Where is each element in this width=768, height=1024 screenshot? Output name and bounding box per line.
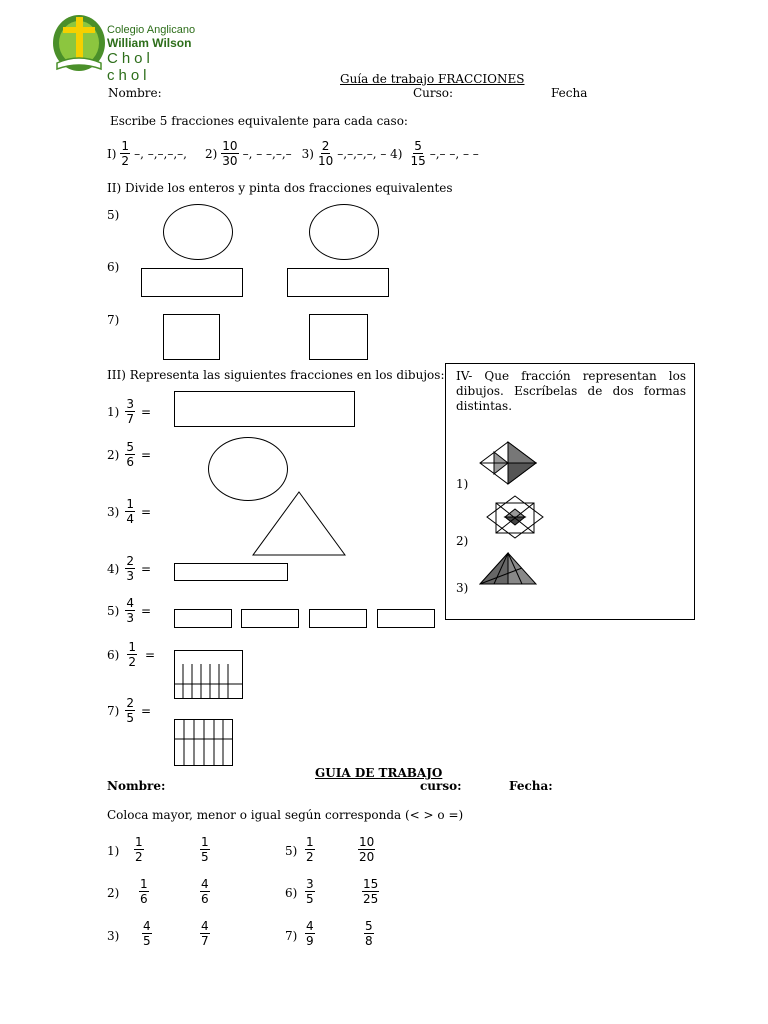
cmp-3-a: $\frac{4}{5}$ — [143, 919, 151, 948]
s2-circle-right — [309, 204, 379, 260]
cmp-7-label: 7) — [285, 929, 298, 943]
cmp-1-a: $\frac{1}{2}$ — [135, 835, 143, 864]
guia2-fecha: Fecha: — [509, 779, 553, 793]
s3-item-4: 4) $\frac{2}{3}$ = — [107, 554, 152, 583]
guia2-instruction: Coloca mayor, menor o igual según corresponda (< > o =) — [107, 808, 464, 822]
section4-box — [445, 363, 695, 620]
nombre-label: Nombre: — [108, 86, 162, 100]
section1-instruction: Escribe 5 fracciones equivalente para cada caso: — [110, 114, 408, 128]
s1-item4-fraction: $\frac{5}{15}$ — [410, 139, 426, 168]
cmp-7-b: $\frac{5}{8}$ — [365, 919, 373, 948]
cmp-6-a: $\frac{3}{5}$ — [306, 877, 314, 906]
s3-item-6: 6) $\frac{1}{2}$ = — [107, 640, 156, 669]
s2-circle-left — [163, 204, 233, 260]
s3-rect-1 — [174, 391, 355, 427]
s1-item1-blanks: –, –,–,–,–, — [134, 146, 187, 161]
s4-figure-2 — [486, 495, 544, 539]
s3-rect-5d — [377, 609, 435, 628]
cmp-1-b: $\frac{1}{5}$ — [201, 835, 209, 864]
s1-item2-blanks: –, – –,–,– — [242, 146, 292, 161]
school-logo — [49, 11, 198, 84]
s2-square-left — [163, 314, 220, 360]
cmp-5-b: $\frac{10}{20}$ — [359, 835, 375, 864]
curso-label: Curso: — [413, 86, 454, 100]
s1-item2-fraction: $\frac{10}{30}$ — [222, 139, 238, 168]
s4-line-3: distintas. — [456, 399, 513, 413]
s2-label-6: 6) — [107, 260, 120, 274]
s3-rect-5c — [309, 609, 367, 628]
s4-label-1: 1) — [456, 477, 469, 491]
s3-item-3: 3) $\frac{1}{4}$ = — [107, 497, 152, 526]
s1-item4-blanks: –,– –, – – — [429, 146, 479, 161]
s4-line-1: IV- Que fracción representan los — [456, 369, 686, 383]
s2-square-right — [309, 314, 368, 360]
s4-line-2: dibujos. Escríbelas de dos formas — [456, 384, 686, 398]
section2-instruction: II) Divide los enteros y pinta dos fracciones equivalentes — [107, 181, 453, 195]
s1-item3-blanks: –,–,–,–, – 4) — [337, 146, 403, 161]
guia2-nombre: Nombre: — [107, 779, 166, 793]
cmp-7-a: $\frac{4}{9}$ — [306, 919, 314, 948]
s3-rect-4 — [174, 563, 288, 581]
s1-item3-label: 3) — [301, 146, 314, 161]
s3-rect-5a — [174, 609, 232, 628]
cmp-1-label: 1) — [107, 844, 120, 858]
logo-line-1: Colegio Anglicano — [107, 24, 196, 36]
s3-item-7: 7) $\frac{2}{5}$ = — [107, 696, 152, 725]
s1-item1-fraction: $\frac{1}{2}$ — [121, 139, 130, 168]
s1-item2-label: 2) — [204, 146, 218, 161]
guia2-title: GUIA DE TRABAJO — [315, 766, 443, 780]
s3-triangle-3 — [252, 491, 346, 557]
s3-item-1: 1) $\frac{3}{7}$ = — [107, 397, 152, 426]
s3-item-2: 2) $\frac{5}{6}$ = — [107, 440, 152, 469]
logo-line-3: Chol chol — [107, 50, 154, 84]
s2-label-7: 7) — [107, 313, 120, 327]
s1-item3-fraction: $\frac{2}{10}$ — [317, 139, 334, 168]
cmp-3-b: $\frac{4}{7}$ — [201, 919, 209, 948]
s2-rect-left — [141, 268, 243, 297]
cmp-5-label: 5) — [285, 844, 298, 858]
s4-figure-1 — [479, 441, 537, 485]
cmp-2-a: $\frac{1}{6}$ — [140, 877, 148, 906]
page-title: Guía de trabajo FRACCIONES — [340, 72, 525, 86]
section3-instruction: III) Representa las siguientes fracciones en los dibujos: — [107, 368, 445, 382]
guia2-curso: curso: — [420, 779, 462, 793]
cmp-6-label: 6) — [285, 886, 298, 900]
s3-grid-7 — [174, 719, 234, 767]
s4-label-2: 2) — [456, 534, 469, 548]
cmp-6-b: $\frac{15}{25}$ — [363, 877, 379, 906]
s3-rect-5b — [241, 609, 299, 628]
s2-label-5: 5) — [107, 208, 120, 222]
cmp-2-label: 2) — [107, 886, 120, 900]
s1-item1-label: I) — [107, 146, 117, 161]
cmp-3-label: 3) — [107, 929, 120, 943]
cmp-2-b: $\frac{4}{6}$ — [201, 877, 209, 906]
cmp-5-a: $\frac{1}{2}$ — [306, 835, 314, 864]
logo-line-2: William Wilson — [107, 36, 192, 50]
s3-item-5: 5) $\frac{4}{3}$ = — [107, 596, 152, 625]
section1-row — [107, 140, 479, 167]
s4-figure-3 — [479, 552, 537, 586]
s4-label-3: 3) — [456, 581, 469, 595]
fecha-label: Fecha — [551, 86, 588, 100]
s3-grid-6 — [174, 650, 244, 700]
s2-rect-right — [287, 268, 389, 297]
